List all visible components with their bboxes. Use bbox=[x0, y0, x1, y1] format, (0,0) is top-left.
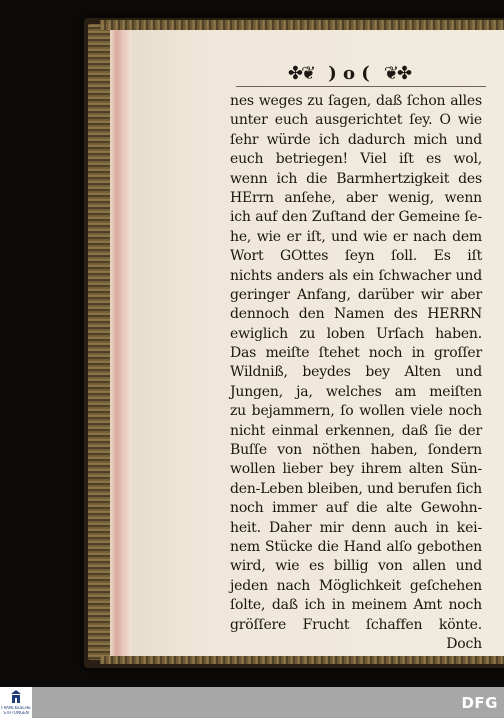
cover-ornament-left bbox=[88, 24, 110, 660]
text-line: nicht einmal erkennen, daß ſie der bbox=[230, 422, 482, 439]
text-line: nes weges zu ſagen, daß ſchon alles bbox=[230, 93, 482, 109]
logo-text-line-2: STIFTUNGEN bbox=[3, 711, 29, 715]
text-line: he, wie er iſt, und wie er nach dem bbox=[230, 228, 482, 245]
institution-logo[interactable] bbox=[0, 687, 32, 718]
logo-text-line-1: FRANCKESCHE bbox=[1, 706, 31, 710]
text-line: nem Stücke die Hand alſo gebothen bbox=[230, 538, 482, 555]
text-line: unter euch ausgerichtet ſey. O wie bbox=[230, 112, 482, 129]
text-line: ſehr würde ich dadurch mich und bbox=[230, 131, 482, 148]
building-icon bbox=[11, 690, 21, 704]
text-line: Jungen, ja, welches am meiſten bbox=[230, 383, 482, 400]
text-line: Buſſe von nöthen haben, ſondern bbox=[230, 442, 482, 459]
text-line: den-Leben bleiben, und berufen ſich bbox=[230, 480, 482, 497]
text-line: Das meiſte ſtehet noch in groſſer bbox=[230, 345, 482, 362]
dfg-logo[interactable]: DFG bbox=[461, 694, 498, 712]
catchword: Doch bbox=[446, 635, 482, 652]
text-line: heit. Daher mir denn auch in kei- bbox=[230, 519, 482, 536]
text-line: geringer Anfang, darüber wir aber bbox=[230, 286, 482, 303]
cover-ornament-bottom bbox=[100, 656, 504, 664]
text-line: wenn ich die Barmhertzigkeit des bbox=[230, 170, 482, 187]
text-line: dennoch den Namen des HERRN bbox=[230, 306, 482, 323]
text-line: HErrn anſehe, aber wenig, wenn bbox=[230, 189, 482, 206]
text-line: Wort GOttes ſeyn ſoll. Es iſt bbox=[230, 248, 482, 265]
page-header bbox=[236, 64, 486, 86]
text-line: ich auf den Zuſtand der Gemeine ſe- bbox=[230, 209, 482, 226]
text-line: zu bejammern, ſo wollen viele noch bbox=[230, 403, 482, 420]
viewer-bottom-bar bbox=[0, 687, 504, 718]
text-line: wollen lieber bey ihrem alten Sün- bbox=[230, 461, 482, 478]
page-marker: ) o ( bbox=[328, 63, 370, 84]
cover-ornament-top bbox=[100, 20, 504, 30]
text-line: jeden nach Möglichkeit geſchehen bbox=[230, 577, 482, 594]
text-line: wird, wie es billig von allen und bbox=[230, 558, 482, 575]
text-line: noch immer auf die alte Gewohn- bbox=[230, 500, 482, 517]
text-line: ewiglich zu loben Urſach haben. bbox=[230, 325, 482, 342]
text-line: ſolte, daß ich in meinem Amt noch bbox=[230, 597, 482, 614]
header-rule bbox=[236, 86, 486, 87]
text-line: euch betriegen! Viel iſt es wol, bbox=[230, 151, 482, 168]
text-line: nichts anders als ein ſchwacher und bbox=[230, 267, 482, 284]
body-text bbox=[230, 92, 482, 654]
header-ornament-right: ❦✤ bbox=[383, 63, 411, 84]
text-line: gröſſere Frucht ſchaffen könte. bbox=[230, 616, 482, 633]
header-ornament-left: ✤❦ bbox=[287, 63, 315, 84]
text-line: Wildniß, beydes bey Alten und bbox=[230, 364, 482, 381]
page-edges bbox=[110, 30, 133, 656]
